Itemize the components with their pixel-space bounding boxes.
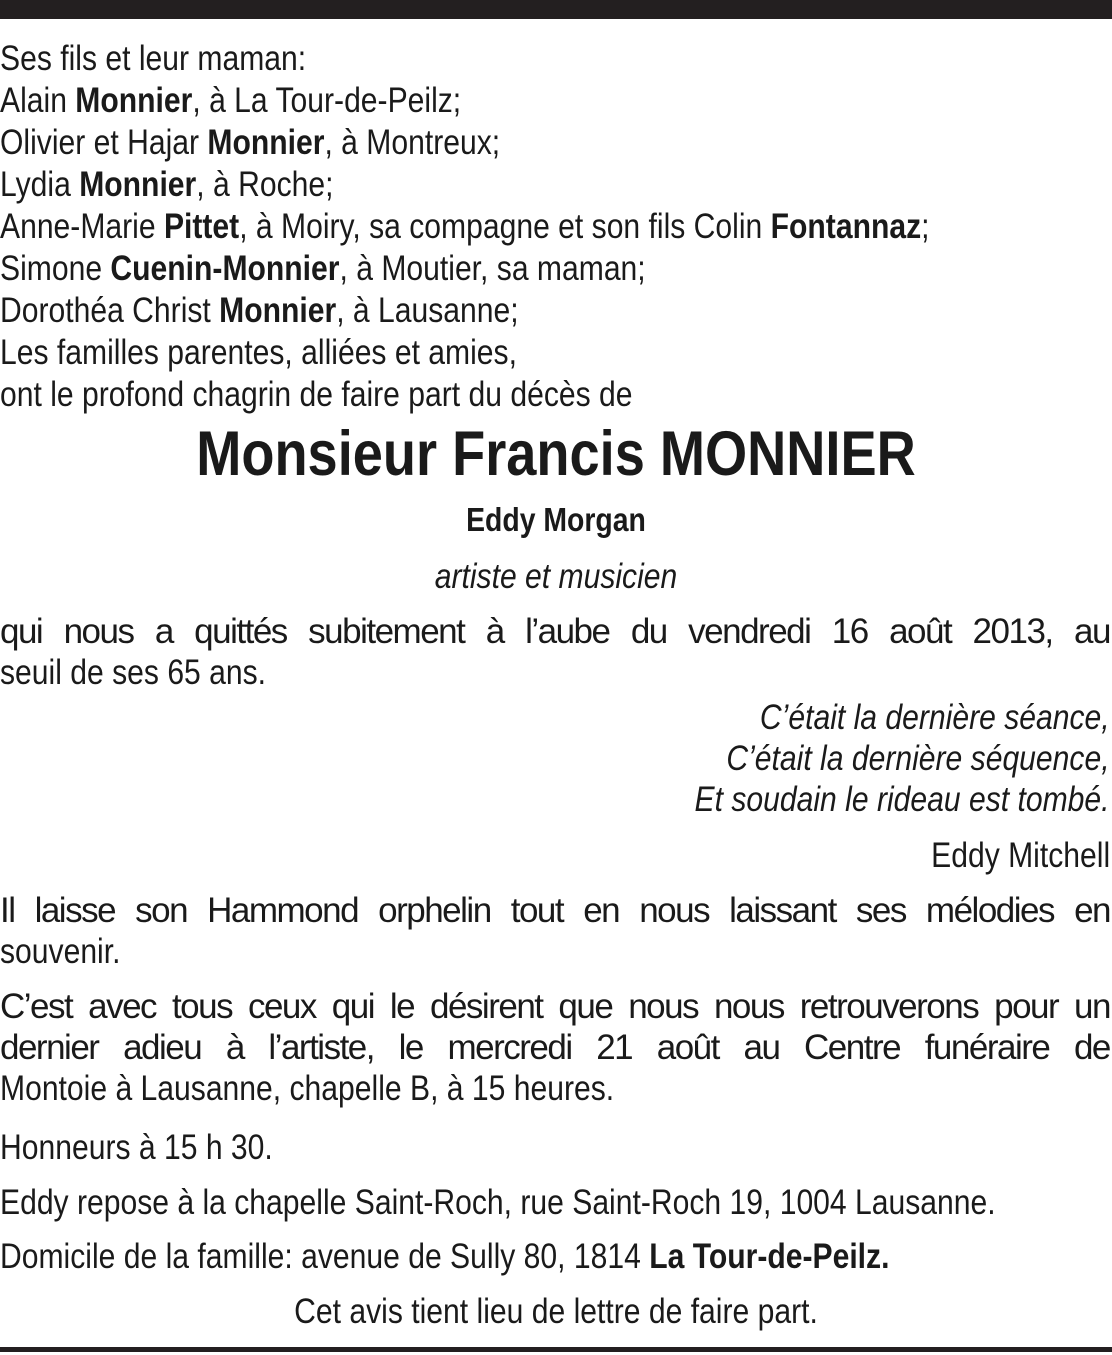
last-name-2: Fontannaz xyxy=(770,207,922,246)
domicile-place: La Tour-de-Peilz. xyxy=(649,1237,890,1276)
bottom-rule xyxy=(0,1347,1112,1352)
word: août xyxy=(889,612,952,651)
word: vendredi xyxy=(688,612,811,651)
word: nous xyxy=(63,612,134,651)
word: tous xyxy=(171,987,233,1026)
deceased-alias: Eddy Morgan xyxy=(466,501,646,538)
word: retrouverons xyxy=(799,987,979,1026)
location: , à Lausanne; xyxy=(336,291,519,330)
word: laissant xyxy=(729,891,836,930)
ceremony-line-2 xyxy=(0,1027,1110,1068)
first-name: Anne-Marie xyxy=(0,207,164,246)
word: qui xyxy=(331,987,374,1026)
word: l’aube xyxy=(525,612,610,651)
quote-author: Eddy Mitchell xyxy=(930,836,1110,875)
location: , à Moutier, sa maman; xyxy=(339,249,646,288)
hammond-line-1 xyxy=(0,890,1110,931)
word: désirent xyxy=(430,987,543,1026)
word: à xyxy=(225,1028,244,1067)
family-line-8: ont le profond chagrin de faire part du décès de xyxy=(0,375,633,414)
word: en xyxy=(1074,891,1110,930)
word: funéraire xyxy=(924,1028,1050,1067)
word: orphelin xyxy=(378,891,491,930)
family-list xyxy=(0,38,1110,416)
quote-line-2: C’était la dernière séquence, xyxy=(726,739,1110,778)
word: le xyxy=(398,1028,423,1067)
repose-line: Eddy repose à la chapelle Saint-Roch, rue Saint-Roch 19, 1004 Lausanne. xyxy=(0,1183,996,1222)
word: nous xyxy=(713,987,784,1026)
domicile-line xyxy=(0,1236,889,1277)
last-name: Monnier xyxy=(79,165,197,204)
last-name: Monnier xyxy=(207,123,325,162)
word: subitement xyxy=(308,612,465,651)
hammond-paragraph xyxy=(0,890,1110,972)
word: ses xyxy=(855,891,906,930)
word: Hammond xyxy=(207,891,359,930)
word: a xyxy=(154,612,173,651)
deceased-name: Monsieur Francis MONNIER xyxy=(196,419,916,489)
honneurs-line: Honneurs à 15 h 30. xyxy=(0,1128,273,1167)
family-intro: Ses fils et leur maman: xyxy=(0,39,307,78)
last-name: Monnier xyxy=(219,291,337,330)
word: dernier xyxy=(0,1028,99,1067)
word: Il xyxy=(0,891,15,930)
word: août xyxy=(656,1028,719,1067)
word: en xyxy=(583,891,620,930)
hammond-line-2: souvenir. xyxy=(0,932,121,971)
word: mercredi xyxy=(447,1028,572,1067)
word: mélodies xyxy=(925,891,1054,930)
family-line-2 xyxy=(0,122,955,164)
word: 16 xyxy=(831,612,868,651)
domicile-text: Domicile de la famille: avenue de Sully 80, 1814 xyxy=(0,1237,650,1276)
word: que xyxy=(558,987,613,1026)
first-name: Dorothéa Christ xyxy=(0,291,220,330)
word: le xyxy=(389,987,415,1026)
word: adieu xyxy=(123,1028,202,1067)
word: nous xyxy=(639,891,710,930)
ceremony-line-3: Montoie à Lausanne, chapelle B, à 15 heures. xyxy=(0,1069,615,1108)
top-rule xyxy=(0,0,1112,19)
word: son xyxy=(135,891,188,930)
word: du xyxy=(630,612,667,651)
word: pour xyxy=(994,987,1059,1026)
family-line-3 xyxy=(0,164,955,206)
word: l’artiste, xyxy=(268,1028,374,1067)
family-line-1 xyxy=(0,80,955,122)
relation: , à Moiry, sa compagne et son fils Colin xyxy=(239,207,771,246)
ceremony-paragraph xyxy=(0,986,1110,1109)
first-name: Alain xyxy=(0,81,76,120)
deceased-role: artiste et musicien xyxy=(434,557,678,596)
word: nous xyxy=(628,987,699,1026)
quote-line-1: C’était la dernière séance, xyxy=(760,698,1110,737)
quote-line-3: Et soudain le rideau est tombé. xyxy=(695,780,1110,819)
family-line-6 xyxy=(0,290,955,332)
first-name: Olivier et Hajar xyxy=(0,123,208,162)
family-line-4 xyxy=(0,206,955,248)
word: à xyxy=(485,612,504,651)
word: Centre xyxy=(804,1028,901,1067)
word: un xyxy=(1074,987,1110,1026)
death-line-1 xyxy=(0,611,1110,652)
word: au xyxy=(1074,612,1110,651)
family-line-5 xyxy=(0,248,955,290)
punctuation: ; xyxy=(921,207,930,246)
first-name: Lydia xyxy=(0,165,80,204)
family-line-7: Les familles parentes, alliées et amies, xyxy=(0,333,517,372)
location: , à La Tour-de-Peilz; xyxy=(192,81,462,120)
word: C’est xyxy=(0,987,73,1026)
word: ceux xyxy=(247,987,316,1026)
location: , à Roche; xyxy=(196,165,334,204)
word: quittés xyxy=(194,612,287,651)
first-name: Simone xyxy=(0,249,111,288)
word: avec xyxy=(88,987,157,1026)
footer-note: Cet avis tient lieu de lettre de faire part. xyxy=(294,1292,818,1331)
last-name: Monnier xyxy=(75,81,193,120)
word: tout xyxy=(510,891,564,930)
ceremony-line-1 xyxy=(0,986,1110,1027)
last-name: Cuenin-Monnier xyxy=(110,249,340,288)
location: , à Montreux; xyxy=(324,123,501,162)
word: laisse xyxy=(34,891,116,930)
word: qui xyxy=(0,612,43,651)
word: 2013, xyxy=(972,612,1053,651)
last-name: Pittet xyxy=(163,207,240,246)
word: 21 xyxy=(596,1028,633,1067)
death-paragraph xyxy=(0,611,1110,693)
death-line-2: seuil de ses 65 ans. xyxy=(0,653,267,692)
word: de xyxy=(1073,1028,1110,1067)
word: au xyxy=(743,1028,780,1067)
